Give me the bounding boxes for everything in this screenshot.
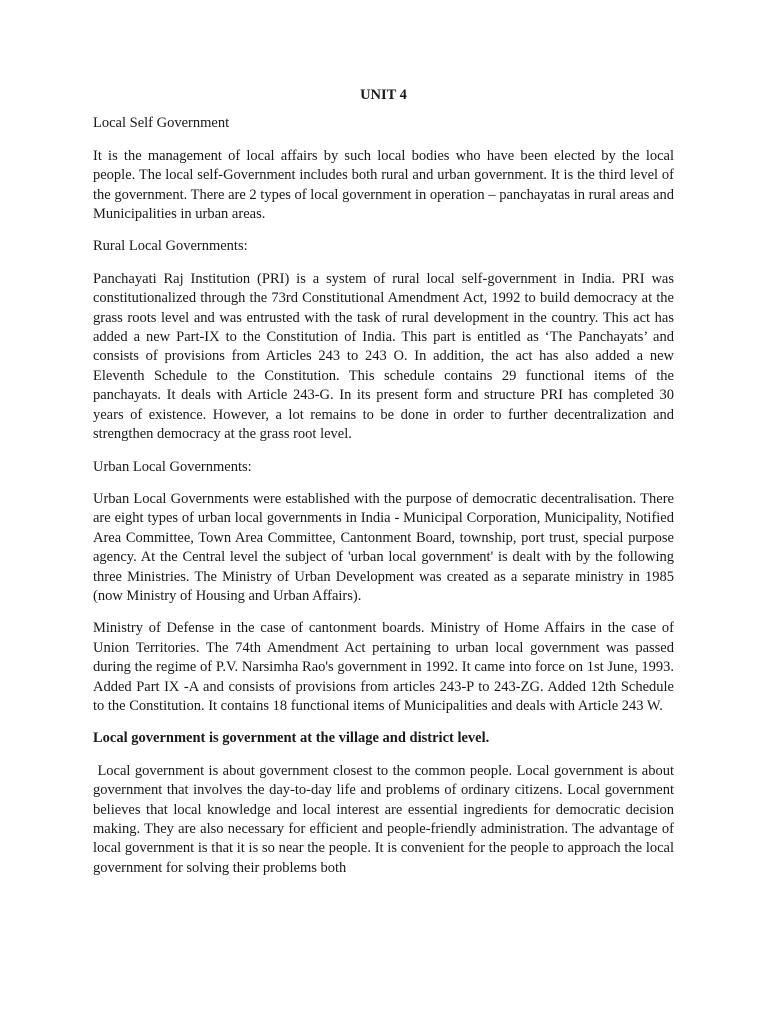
section-heading-local-self-government: Local Self Government — [93, 115, 230, 132]
bold-heading: Local government is government at the village and district level. — [93, 730, 490, 747]
paragraph-urban: Urban Local Governments were established with the purpose of democratic decentralisation. There are eight types of urban local governments in India - Municipal Corporation, Municipality, Notified Area Committee, Town Area Committee, Cantonment Board, township, port trust, special purpose agency. At the Central level the subject of 'urban local government' is dealt with by the following three Ministries. The Ministry of Urban Development was created as a separate ministry in 1985 (now Ministry of Housing and Urban Affairs). — [93, 490, 674, 604]
paragraph-rural: Panchayati Raj Institution (PRI) is a system of rural local self-government in India. PRI was constitutionalized through the 73rd Constitutional Amendment Act, 1992 to build democracy at the grass roots level and was entrusted with the task of rural development in the country. This act has added a new Part-IX to the Constitution of India. This part is entitled as ‘The Panchayats’ and consists of provisions from Articles 243 to 243 O. In addition, the act has also added a new Eleventh Schedule to the Constitution. This schedule contains 29 functional items of the panchayats. It deals with Article 243-G. In its present form and structure PRI has completed 30 years of existence. However, a lot remains to be done in order to further decentralization and strengthen democracy at the grass root level. — [93, 270, 674, 443]
paragraph-local-self-government: It is the management of local affairs by such local bodies who have been elected by the local people. The local self-Government includes both rural and urban government. It is the third level of the government. There are 2 types of local government in operation – panchayatas in rural areas and Municipalities in urban areas. — [93, 147, 674, 223]
page-title: UNIT 4 — [360, 87, 407, 103]
section-heading-urban: Urban Local Governments: — [93, 458, 252, 475]
paragraph-local-government: Local government is about government closest to the common people. Local government is about government that involves the day-to-day life and problems of ordinary citizens. Local government believes that local knowledge and local interest are essential ingredients for democratic decision making. They are also necessary for efficient and people-friendly administration. The advantage of local government is that it is so near the people. It is convenient for the people to approach the local government for solving their problems both — [93, 762, 678, 876]
paragraph-ministries: Ministry of Defense in the case of cantonment boards. Ministry of Home Affairs in the case of Union Territories. The 74th Amendment Act pertaining to urban local government was passed during the regime of P.V. Narsimha Rao's government in 1992. It came into force on 1st June, 1993. Added Part IX -A and consists of provisions from articles 243-P to 243-ZG. Added 12th Schedule to the Constitution. It contains 18 functional items of Municipalities and deals with Article 243 W. — [93, 620, 674, 714]
section-heading-rural: Rural Local Governments: — [93, 238, 248, 255]
document-body — [93, 86, 678, 891]
